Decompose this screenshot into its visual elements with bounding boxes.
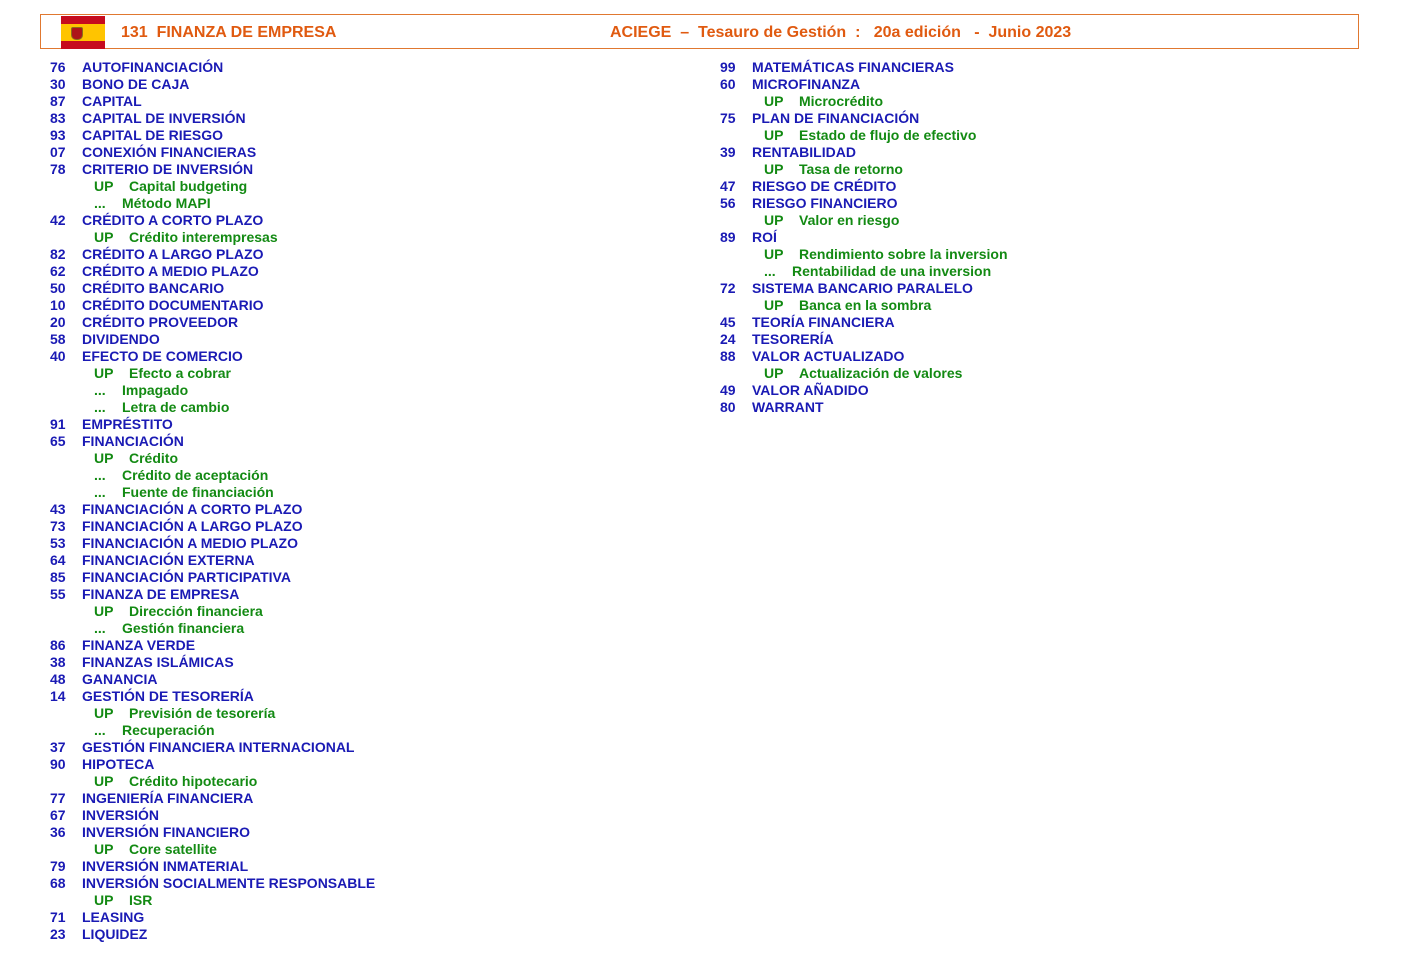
term-label: CRÉDITO A LARGO PLAZO [82,246,264,262]
term-label: EFECTO DE COMERCIO [82,348,243,364]
term-number: 72 [720,280,736,296]
term-label: FINANCIACIÓN A LARGO PLAZO [82,518,303,534]
term-number: 68 [50,875,66,891]
term-number: 48 [50,671,66,687]
term-label: HIPOTECA [82,756,155,772]
term-label: FINANCIACIÓN EXTERNA [82,552,255,568]
term-label: CRÉDITO BANCARIO [82,280,225,296]
use-for-term: Tasa de retorno [799,161,903,177]
use-for-term: Efecto a cobrar [129,365,231,381]
use-for-term: Rendimiento sobre la inversion [799,246,1008,262]
related-term: Recuperación [122,722,215,738]
term-label: AUTOFINANCIACIÓN [82,59,224,75]
term-label: FINANZA VERDE [82,637,196,653]
term-label: INGENIERÍA FINANCIERA [82,790,254,806]
term-label: CRÉDITO DOCUMENTARIO [82,297,264,313]
term-number: 91 [50,416,66,432]
term-number: 85 [50,569,66,585]
term-label: TEORÍA FINANCIERA [752,314,895,330]
thesaurus-edition: ACIEGE – Tesauro de Gestión : 20a edición - Junio 2023 [610,24,1072,41]
term-label: SISTEMA BANCARIO PARALELO [752,280,973,296]
term-number: 38 [50,654,66,670]
term-label: FINANCIACIÓN A MEDIO PLAZO [82,535,298,551]
term-number: 99 [720,59,736,75]
use-for-tag: UP [94,892,114,908]
term-number: 71 [50,909,66,925]
term-label: FINANCIACIÓN PARTICIPATIVA [82,569,291,585]
term-number: 37 [50,739,66,755]
term-label: TESORERÍA [752,331,834,347]
related-tag: ... [94,399,106,415]
use-for-term: Estado de flujo de efectivo [799,127,977,143]
term-number: 88 [720,348,736,364]
term-label: VALOR ACTUALIZADO [752,348,905,364]
use-for-tag: UP [764,297,784,313]
term-number: 65 [50,433,66,449]
term-number: 60 [720,76,736,92]
related-tag: ... [94,722,106,738]
term-label: BONO DE CAJA [82,76,190,92]
use-for-tag: UP [94,603,114,619]
related-tag: ... [94,382,106,398]
term-number: 58 [50,331,66,347]
term-label: PLAN DE FINANCIACIÓN [752,110,920,126]
related-term: Gestión financiera [122,620,245,636]
term-label: CAPITAL DE INVERSIÓN [82,110,246,126]
term-label: FINANZA DE EMPRESA [82,586,240,602]
term-number: 07 [50,144,66,160]
related-term: Fuente de financiación [122,484,274,500]
term-label: VALOR AÑADIDO [752,382,869,398]
term-number: 80 [720,399,736,415]
use-for-term: Capital budgeting [129,178,248,194]
term-number: 36 [50,824,66,840]
term-number: 47 [720,178,736,194]
term-label: INVERSIÓN SOCIALMENTE RESPONSABLE [82,875,376,891]
term-label: ROÍ [752,229,777,245]
use-for-tag: UP [764,93,784,109]
related-tag: ... [94,484,106,500]
related-tag: ... [764,263,776,279]
term-number: 82 [50,246,66,262]
use-for-tag: UP [94,229,114,245]
use-for-term: ISR [129,892,153,908]
use-for-tag: UP [94,705,114,721]
section-title: 131 FINANZA DE EMPRESA [121,24,337,41]
term-label: INVERSIÓN INMATERIAL [82,858,249,874]
use-for-tag: UP [764,161,784,177]
related-tag: ... [94,195,106,211]
term-number: 67 [50,807,66,823]
term-label: EMPRÉSTITO [82,416,173,432]
term-number: 45 [720,314,736,330]
term-number: 23 [50,926,66,942]
term-number: 86 [50,637,66,653]
use-for-term: Crédito hipotecario [129,773,258,789]
term-number: 75 [720,110,736,126]
use-for-term: Dirección financiera [129,603,263,619]
term-label: GESTIÓN DE TESORERÍA [82,688,254,704]
term-label: FINANCIACIÓN A CORTO PLAZO [82,501,303,517]
use-for-tag: UP [764,212,784,228]
term-number: 89 [720,229,736,245]
term-label: MATEMÁTICAS FINANCIERAS [752,59,954,75]
term-number: 42 [50,212,66,228]
spain-flag-icon [61,16,105,49]
use-for-tag: UP [94,365,114,381]
term-label: INVERSIÓN [82,807,160,823]
term-label: CAPITAL [82,93,142,109]
term-number: 93 [50,127,66,143]
use-for-tag: UP [764,127,784,143]
related-term: Letra de cambio [122,399,230,415]
term-number: 56 [720,195,736,211]
use-for-tag: UP [94,841,114,857]
use-for-term: Previsión de tesorería [129,705,276,721]
term-number: 30 [50,76,66,92]
page-header [40,14,1359,49]
related-tag: ... [94,620,106,636]
use-for-tag: UP [94,773,114,789]
term-label: CRITERIO DE INVERSIÓN [82,161,254,177]
term-number: 43 [50,501,66,517]
related-term: Rentabilidad de una inversion [792,263,992,279]
term-number: 76 [50,59,66,75]
term-number: 87 [50,93,66,109]
term-number: 77 [50,790,66,806]
term-label: GANANCIA [82,671,158,687]
term-label: DIVIDENDO [82,331,160,347]
term-number: 14 [50,688,66,704]
term-label: CONEXIÓN FINANCIERAS [82,144,257,160]
use-for-term: Actualización de valores [799,365,963,381]
use-for-term: Microcrédito [799,93,884,109]
term-number: 24 [720,331,736,347]
term-number: 20 [50,314,66,330]
term-label: RIESGO FINANCIERO [752,195,898,211]
term-number: 49 [720,382,736,398]
use-for-term: Banca en la sombra [799,297,932,313]
term-label: GESTIÓN FINANCIERA INTERNACIONAL [82,739,355,755]
term-number: 40 [50,348,66,364]
term-label: CRÉDITO PROVEEDOR [82,314,239,330]
term-label: LIQUIDEZ [82,926,148,942]
related-term: Impagado [122,382,189,398]
related-term: Método MAPI [122,195,211,211]
term-number: 50 [50,280,66,296]
use-for-tag: UP [94,178,114,194]
term-number: 53 [50,535,66,551]
use-for-tag: UP [764,365,784,381]
use-for-term: Crédito [129,450,178,466]
term-number: 55 [50,586,66,602]
term-label: CRÉDITO A MEDIO PLAZO [82,263,259,279]
related-term: Crédito de aceptación [122,467,269,483]
use-for-term: Core satellite [129,841,217,857]
term-label: FINANCIACIÓN [82,433,184,449]
term-label: RIESGO DE CRÉDITO [752,178,897,194]
term-number: 78 [50,161,66,177]
term-label: WARRANT [752,399,824,415]
term-number: 62 [50,263,66,279]
term-label: LEASING [82,909,145,925]
term-label: MICROFINANZA [752,76,861,92]
coat-of-arms-icon [71,27,83,40]
term-label: FINANZAS ISLÁMICAS [82,654,234,670]
related-tag: ... [94,467,106,483]
term-number: 73 [50,518,66,534]
term-number: 79 [50,858,66,874]
term-label: CRÉDITO A CORTO PLAZO [82,212,264,228]
term-number: 10 [50,297,66,313]
term-label: CAPITAL DE RIESGO [82,127,224,143]
use-for-tag: UP [94,450,114,466]
use-for-tag: UP [764,246,784,262]
term-number: 39 [720,144,736,160]
term-number: 64 [50,552,66,568]
term-label: RENTABILIDAD [752,144,856,160]
term-number: 83 [50,110,66,126]
term-number: 90 [50,756,66,772]
term-label: INVERSIÓN FINANCIERO [82,824,251,840]
use-for-term: Valor en riesgo [799,212,900,228]
use-for-term: Crédito interempresas [129,229,278,245]
